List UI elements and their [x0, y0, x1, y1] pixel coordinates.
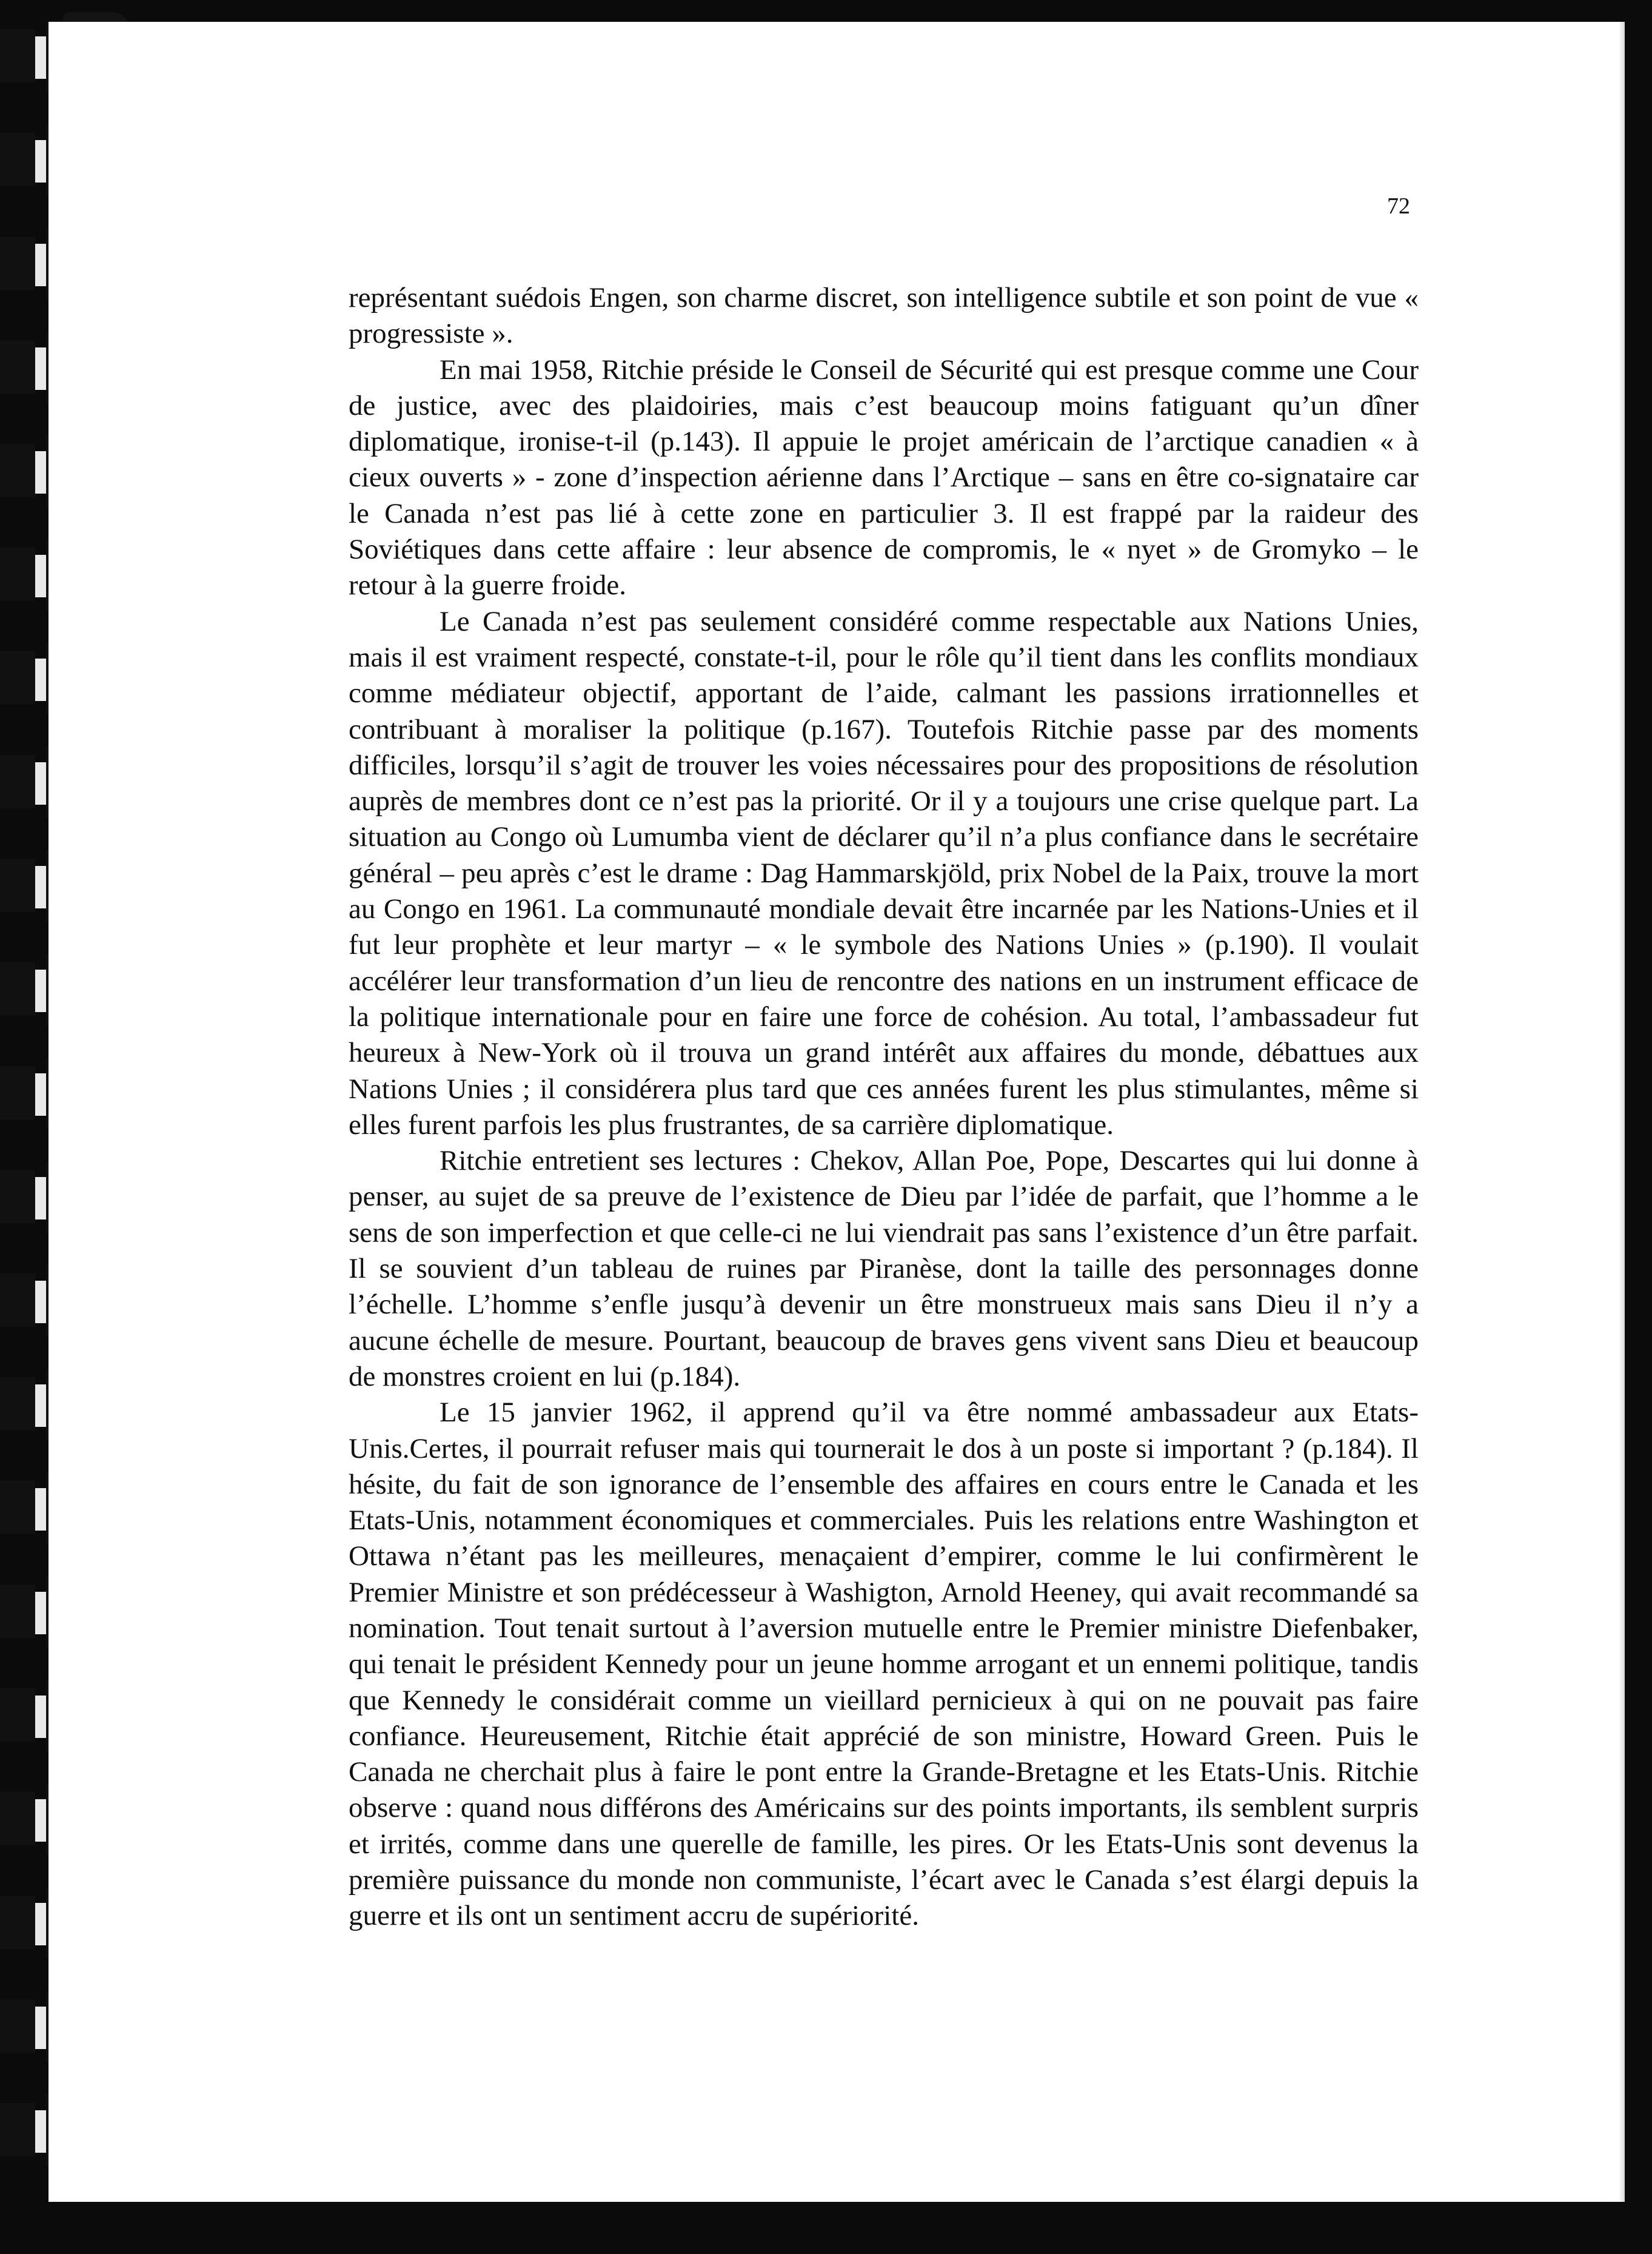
- paragraph: Le Canada n’est pas seulement considéré comme respectable aux Nations Unies, mais il est vraiment respecté, constate-t-il, pour le rôle qu’il tient dans les conflits mondiaux comme médiateur objectif, apportant de l’aide, calmant les passions irrationnelles et contribuant à moraliser la politique (p.167). Toutefois Ritchie passe par des moments difficiles, lorsqu’il s’agit de trouver les voies nécessaires pour des propositions de résolution auprès de membres dont ce n’est pas la priorité. Or il y a toujours une crise quelque part. La situation au Congo où Lumumba vient de déclarer qu’il n’a plus confiance dans le secrétaire général – peu après c’est le drame : Dag Hammarskjöld, prix Nobel de la Paix, trouve la mort au Congo en 1961. La communauté mondiale devait être incarnée par les Nations-Unies et il fut leur prophète et leur martyr – « le symbole des Nations Unies » (p.190). Il voulait accélérer leur transformation d’un lieu de rencontre des nations en un instrument efficace de la politique internationale pour en faire une force de cohésion. Au total, l’ambassadeur fut heureux à New-York où il trouva un grand intérêt aux affaires du monde, débattues aux Nations Unies ; il considérera plus tard que ces années furent les plus stimulantes, même si elles furent parfois les plus frustrantes, de sa carrière diplomatique.: [349, 605, 1419, 1141]
- body-text: [349, 280, 1419, 1934]
- paragraph: représentant suédois Engen, son charme discret, son intelligence subtile et son point de vue « progressiste ».: [349, 282, 1419, 350]
- page-number: 72: [1387, 193, 1410, 219]
- paragraph: Ritchie entretient ses lectures : Chekov, Allan Poe, Pope, Descartes qui lui donne à penser, au sujet de sa preuve de l’existence de Dieu par l’idée de parfait, que l’homme a le sens de son imperfection et que celle-ci ne lui viendrait pas sans l’existence d’un être parfait. Il se souvient d’un tableau de ruines par Piranèse, dont la taille des personnages donne l’échelle. L’homme s’enfle jusqu’à devenir un être monstrueux mais sans Dieu il n’y a aucune échelle de mesure. Pourtant, beaucoup de braves gens vivent sans Dieu et beaucoup de monstres croient en lui (p.184).: [349, 1145, 1419, 1392]
- paragraph: Le 15 janvier 1962, il apprend qu’il va être nommé ambassadeur aux Etats-Unis.Certes, il pourrait refuser mais qui tournerait le dos à un poste si important ? (p.184). Il hésite, du fait de son ignorance de l’ensemble des affaires en cours entre le Canada et les Etats-Unis, notamment économiques et commerciales. Puis les relations entre Washington et Ottawa n’étant pas les meilleures, menaçaient d’empirer, comme le lui confirmèrent le Premier Ministre et son prédécesseur à Washigton, Arnold Heeney, qui avait recommandé sa nomination. Tout tenait surtout à l’aversion mutuelle entre le Premier ministre Diefenbaker, qui tenait le président Kennedy pour un jeune homme arrogant et un ennemi politique, tandis que Kennedy le considérait comme un vieillard pernicieux à qui on ne pouvait pas faire confiance. Heureusement, Ritchie était apprécié de son ministre, Howard Green. Puis le Canada ne cherchait plus à faire le pont entre la Grande-Bretagne et les Etats-Unis. Ritchie observe : quand nous différons des Américains sur des points importants, ils semblent surpris et irrités, comme dans une querelle de famille, les pires. Or les Etats-Unis sont devenus la première puissance du monde non communiste, l’écart avec le Canada s’est élargi depuis la guerre et ils ont un sentiment accru de supériorité.: [349, 1397, 1419, 1932]
- paragraph: En mai 1958, Ritchie préside le Conseil de Sécurité qui est presque comme une Cour de justice, avec des plaidoiries, mais c’est beaucoup moins fatiguant qu’un dîner diplomatique, ironise-t-il (p.143). Il appuie le projet américain de l’arctique canadien « à cieux ouverts » - zone d’inspection aérienne dans l’Arctique – sans en être co-signataire car le Canada n’est pas lié à cette zone en particulier 3. Il est frappé par la raideur des Soviétiques dans cette affaire : leur absence de compromis, le « nyet » de Gromyko – le retour à la guerre froide.: [349, 354, 1419, 602]
- scan-border: [0, 2204, 1652, 2254]
- page-edge: [1619, 22, 1625, 2202]
